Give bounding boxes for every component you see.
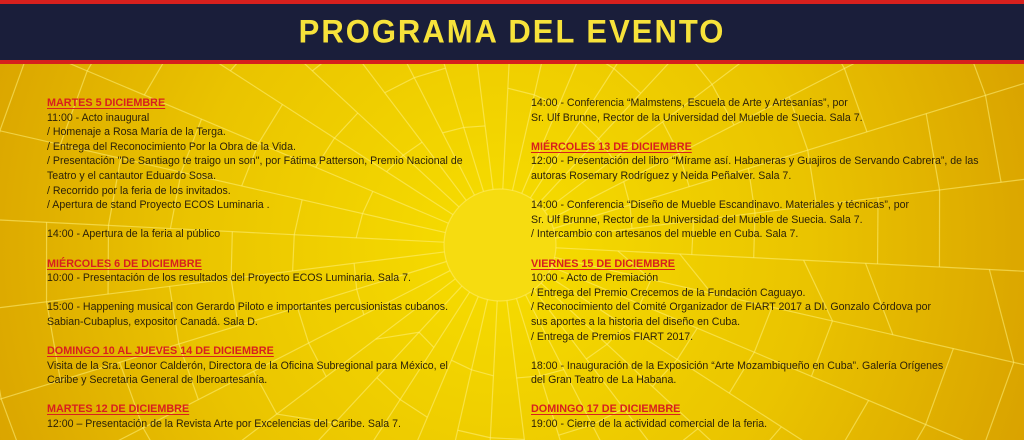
block-spacer [47, 242, 497, 257]
schedule-line: / Recorrido por la feria de los invitados. [47, 184, 231, 197]
schedule-line: / Apertura de stand Proyecto ECOS Luminaria . [47, 199, 270, 212]
schedule-line: Sr. Ulf Brunne, Rector de la Universidad del Mueble de Suecia. Sala 7. [531, 111, 863, 124]
block-spacer [531, 344, 991, 359]
schedule-line: / Intercambio con artesanos del mueble en Cuba. Sala 7. [531, 228, 799, 241]
day-heading: MIÉRCOLES 6 DE DICIEMBRE [47, 257, 202, 270]
page-title: PROGRAMA DEL EVENTO [298, 13, 726, 50]
schedule-line: 12:00 - Presentación del libro “Mírame así. Habaneras y Guajiros de Servando Cabrera”, de las [531, 155, 979, 168]
schedule-line: / Entrega del Premio Crecemos de la Fundación Caguayo. [531, 286, 806, 299]
banner-red-stripe [0, 60, 1024, 64]
schedule-block [531, 125, 991, 183]
block-spacer [47, 388, 497, 403]
block-spacer [531, 242, 991, 257]
schedule-line: sus aportes a la historia del diseño en Cuba. [531, 315, 741, 328]
block-spacer [531, 184, 991, 199]
day-heading: MARTES 5 DICIEMBRE [47, 97, 166, 109]
schedule-line: autoras Rosemary Rodríguez y Neida Peñalver. Sala 7. [531, 169, 792, 182]
schedule-line: Caribe y Secretaria General de Iberoartesanía. [47, 374, 268, 387]
schedule-block [47, 242, 497, 286]
schedule-line: 14:00 - Conferencia “Diseño de Mueble Escandinavo. Materiales y técnicas”, por [531, 199, 910, 212]
schedule-block [531, 388, 991, 432]
schedule-block [531, 344, 991, 388]
schedule-block [531, 96, 991, 125]
schedule-line: 12:00 – Presentación de la Revista Arte por Excelencias del Caribe. Sala 7. [47, 418, 401, 431]
schedule-block [531, 184, 991, 242]
program-column-right [531, 96, 991, 432]
schedule-line: Sabian-Cubaplus, expositor Canadá. Sala D. [47, 315, 258, 328]
day-heading: MARTES 12 DE DICIEMBRE [47, 403, 190, 416]
block-spacer [47, 330, 497, 345]
schedule-line: Sr. Ulf Brunne, Rector de la Universidad del Mueble de Suecia. Sala 7. [531, 213, 863, 226]
schedule-line: 18:00 - Inauguración de la Exposición “Arte Mozambiqueño en Cuba”. Galería Orígenes [531, 359, 944, 372]
schedule-line: / Entrega del Reconocimiento Por la Obra de la Vida. [47, 140, 296, 153]
day-heading: VIERNES 15 DE DICIEMBRE [531, 257, 675, 270]
block-spacer [47, 213, 497, 228]
schedule-line: 11:00 - Acto inaugural [47, 111, 150, 124]
schedule-line: 14:00 - Conferencia “Malmstens, Escuela de Arte y Artesanías”, por [531, 97, 848, 109]
schedule-line: / Reconocimiento del Comité Organizador de FIART 2017 a DI. Gonzalo Córdova por [531, 301, 932, 314]
schedule-block [47, 96, 497, 213]
schedule-block [47, 286, 497, 330]
schedule-line: 19:00 - Cierre de la actividad comercial de la feria. [531, 418, 768, 431]
schedule-line: del Gran Teatro de La Habana. [531, 374, 677, 387]
schedule-line: / Entrega de Premios FIART 2017. [531, 330, 694, 343]
schedule-block [47, 213, 497, 242]
schedule-line: Visita de la Sra. Leonor Calderón, Directora de la Oficina Subregional para México, el [47, 359, 448, 372]
schedule-line: Teatro y el cantautor Eduardo Sosa. [47, 169, 217, 182]
day-heading: DOMINGO 17 DE DICIEMBRE [531, 403, 681, 416]
block-spacer [531, 388, 991, 403]
schedule-block [47, 330, 497, 388]
schedule-line: 10:00 - Presentación de los resultados del Proyecto ECOS Luminaria. Sala 7. [47, 272, 411, 285]
schedule-block [47, 388, 497, 432]
program-column-left [47, 96, 497, 432]
day-heading: DOMINGO 10 AL JUEVES 14 DE DICIEMBRE [47, 345, 274, 358]
block-spacer [531, 125, 991, 140]
schedule-line: 10:00 - Acto de Premiación [531, 272, 659, 285]
title-banner [0, 4, 1024, 60]
day-heading: MIÉRCOLES 13 DE DICIEMBRE [531, 140, 692, 153]
schedule-line: / Presentación "De Santiago te traigo un son", por Fátima Patterson, Premio Nacional de [47, 155, 463, 168]
block-spacer [47, 286, 497, 301]
schedule-line: / Homenaje a Rosa María de la Terga. [47, 126, 226, 139]
schedule-block [531, 242, 991, 344]
schedule-line: 15:00 - Happening musical con Gerardo Piloto e importantes percusionistas cubanos. [47, 301, 449, 314]
schedule-line: 14:00 - Apertura de la feria al público [47, 228, 221, 241]
